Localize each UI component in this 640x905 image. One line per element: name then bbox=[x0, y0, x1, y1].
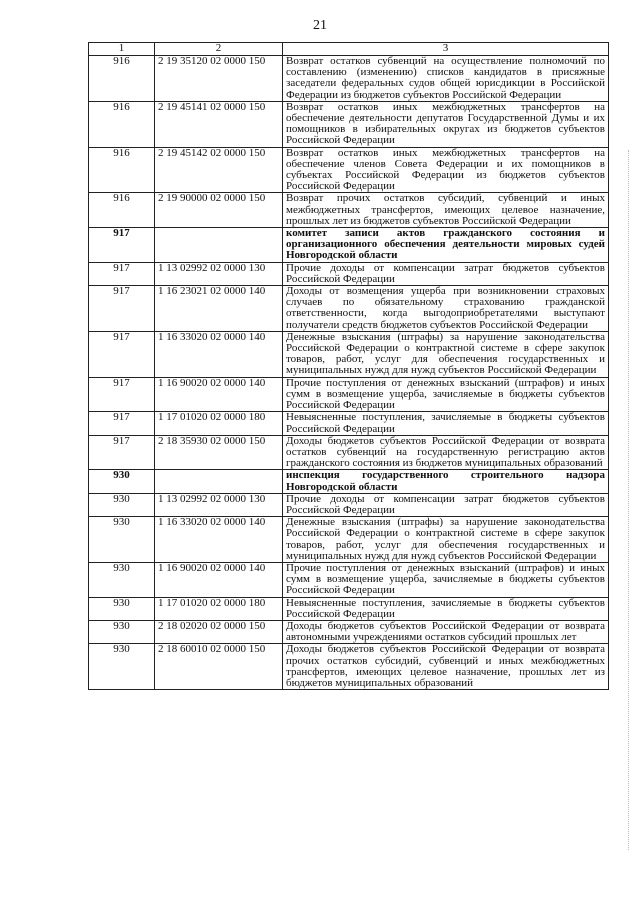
income-description-cell: Невыясненные поступления, зачисляемые в бюджеты субъектов Российской Федерации bbox=[283, 597, 609, 620]
income-description-cell: Возврат прочих остатков субсидий, субвенций и иных межбюджетных трансфертов, имеющих целевое назначение, прошлых лет из бюджетов субъектов Российской Федерации bbox=[283, 193, 609, 228]
budget-classification-code-cell: 2 18 35930 02 0000 150 bbox=[155, 435, 283, 470]
income-description-cell: Прочие поступления от денежных взысканий (штрафов) и иных сумм в возмещение ущерба, зачисляемые в бюджеты субъектов Российской Федерации bbox=[283, 562, 609, 597]
admin-code-cell: 916 bbox=[89, 101, 155, 147]
table-row bbox=[89, 262, 609, 285]
scan-edge-marks bbox=[628, 150, 630, 850]
admin-code-cell: 916 bbox=[89, 193, 155, 228]
table-row bbox=[89, 101, 609, 147]
admin-code-cell: 930 bbox=[89, 493, 155, 516]
budget-classification-code-cell: 1 16 33020 02 0000 140 bbox=[155, 331, 283, 377]
budget-classification-code-cell: 1 16 23021 02 0000 140 bbox=[155, 286, 283, 332]
income-description-cell: комитет записи актов гражданского состояния и организационного обеспечения деятельности мировых судей Новгородской области bbox=[283, 228, 609, 263]
admin-code-cell: 916 bbox=[89, 147, 155, 193]
table-row bbox=[89, 562, 609, 597]
admin-code-cell: 917 bbox=[89, 331, 155, 377]
column-header-2: 2 bbox=[155, 43, 283, 56]
table-row bbox=[89, 56, 609, 102]
admin-code-cell: 917 bbox=[89, 286, 155, 332]
table-row bbox=[89, 286, 609, 332]
budget-classification-code-cell: 2 19 90000 02 0000 150 bbox=[155, 193, 283, 228]
table-header-row bbox=[89, 43, 609, 56]
table-row bbox=[89, 620, 609, 643]
budget-classification-code-cell: 2 18 02020 02 0000 150 bbox=[155, 620, 283, 643]
income-description-cell: Возврат остатков иных межбюджетных трансфертов на обеспечение членов Совета Федерации и их помощников в субъектах Российской Федерации из бюджетов субъектов Российской Федерации bbox=[283, 147, 609, 193]
page-number: 21 bbox=[313, 18, 327, 33]
column-header-1: 1 bbox=[89, 43, 155, 56]
budget-classification-code-cell: 2 19 45141 02 0000 150 bbox=[155, 101, 283, 147]
admin-code-cell: 930 bbox=[89, 644, 155, 690]
admin-code-cell: 917 bbox=[89, 412, 155, 435]
table-row bbox=[89, 193, 609, 228]
income-description-cell: Денежные взыскания (штрафы) за нарушение законодательства Российской Федерации о контрактной системе в сфере закупок товаров, работ, услуг для обеспечения государственных и муниципальных нужд для нужд субъектов Российской Федерации bbox=[283, 517, 609, 563]
income-description-cell: Возврат остатков субвенций на осуществление полномочий по составлению (изменению) списков кандидатов в присяжные заседатели федеральных судов общей юрисдикции в Российской Федерации из бюджетов субъектов Российской Федерации bbox=[283, 56, 609, 102]
table-row bbox=[89, 147, 609, 193]
table-row bbox=[89, 644, 609, 690]
table-body bbox=[89, 56, 609, 690]
admin-code-cell: 930 bbox=[89, 620, 155, 643]
income-description-cell: Денежные взыскания (штрафы) за нарушение законодательства Российской Федерации о контрактной системе в сфере закупок товаров, работ, услуг для обеспечения государственных и муниципальных нужд для нужд субъектов Российской Федерации bbox=[283, 331, 609, 377]
admin-code-cell: 930 bbox=[89, 597, 155, 620]
budget-classification-code-cell: 1 16 90020 02 0000 140 bbox=[155, 562, 283, 597]
income-description-cell: Возврат остатков иных межбюджетных трансфертов на обеспечение деятельности депутатов Государственной Думы и их помощников в избирательных округах из бюджетов субъектов Российской Федерации bbox=[283, 101, 609, 147]
budget-classification-code-cell: 2 19 35120 02 0000 150 bbox=[155, 56, 283, 102]
budget-classification-code-cell: 2 18 60010 02 0000 150 bbox=[155, 644, 283, 690]
income-description-cell: Прочие доходы от компенсации затрат бюджетов субъектов Российской Федерации bbox=[283, 262, 609, 285]
table-row bbox=[89, 597, 609, 620]
table-row bbox=[89, 517, 609, 563]
income-description-cell: Доходы бюджетов субъектов Российской Федерации от возврата остатков субвенций на государственную регистрацию актов гражданского состояния из бюджетов муниципальных образований bbox=[283, 435, 609, 470]
admin-code-cell: 930 bbox=[89, 517, 155, 563]
budget-classification-code-cell: 1 13 02992 02 0000 130 bbox=[155, 262, 283, 285]
income-description-cell: Прочие доходы от компенсации затрат бюджетов субъектов Российской Федерации bbox=[283, 493, 609, 516]
budget-classification-code-cell: 1 16 90020 02 0000 140 bbox=[155, 377, 283, 412]
income-description-cell: Доходы бюджетов субъектов Российской Федерации от возврата прочих остатков субсидий, субвенций и иных межбюджетных трансфертов, имеющих целевое назначение, прошлых лет из бюджетов муниципальных образований bbox=[283, 644, 609, 690]
admin-code-cell: 917 bbox=[89, 435, 155, 470]
table-row bbox=[89, 435, 609, 470]
admin-code-cell: 917 bbox=[89, 228, 155, 263]
table-row bbox=[89, 412, 609, 435]
admin-code-cell: 917 bbox=[89, 377, 155, 412]
budget-codes-table bbox=[88, 42, 609, 690]
table-row bbox=[89, 493, 609, 516]
income-description-cell: Доходы бюджетов субъектов Российской Федерации от возврата автономными учреждениями остатков субсидий прошлых лет bbox=[283, 620, 609, 643]
budget-classification-code-cell bbox=[155, 228, 283, 263]
income-description-cell: инспекция государственного строительного надзора Новгородской области bbox=[283, 470, 609, 493]
budget-classification-code-cell: 2 19 45142 02 0000 150 bbox=[155, 147, 283, 193]
admin-code-cell: 917 bbox=[89, 262, 155, 285]
income-description-cell: Прочие поступления от денежных взысканий (штрафов) и иных сумм в возмещение ущерба, зачисляемые в бюджеты субъектов Российской Федерации bbox=[283, 377, 609, 412]
budget-classification-code-cell: 1 17 01020 02 0000 180 bbox=[155, 412, 283, 435]
budget-classification-code-cell: 1 13 02992 02 0000 130 bbox=[155, 493, 283, 516]
table-row bbox=[89, 331, 609, 377]
table-section-header-row bbox=[89, 228, 609, 263]
income-description-cell: Доходы от возмещения ущерба при возникновении страховых случаев по обязательному страхованию гражданской ответственности, когда выгодоприобретателями выступают получатели средств бюджетов субъектов Российской Федерации bbox=[283, 286, 609, 332]
column-header-3: 3 bbox=[283, 43, 609, 56]
admin-code-cell: 930 bbox=[89, 470, 155, 493]
table-row bbox=[89, 377, 609, 412]
table-section-header-row bbox=[89, 470, 609, 493]
admin-code-cell: 916 bbox=[89, 56, 155, 102]
admin-code-cell: 930 bbox=[89, 562, 155, 597]
budget-classification-code-cell: 1 17 01020 02 0000 180 bbox=[155, 597, 283, 620]
budget-classification-code-cell: 1 16 33020 02 0000 140 bbox=[155, 517, 283, 563]
income-description-cell: Невыясненные поступления, зачисляемые в бюджеты субъектов Российской Федерации bbox=[283, 412, 609, 435]
budget-classification-code-cell bbox=[155, 470, 283, 493]
